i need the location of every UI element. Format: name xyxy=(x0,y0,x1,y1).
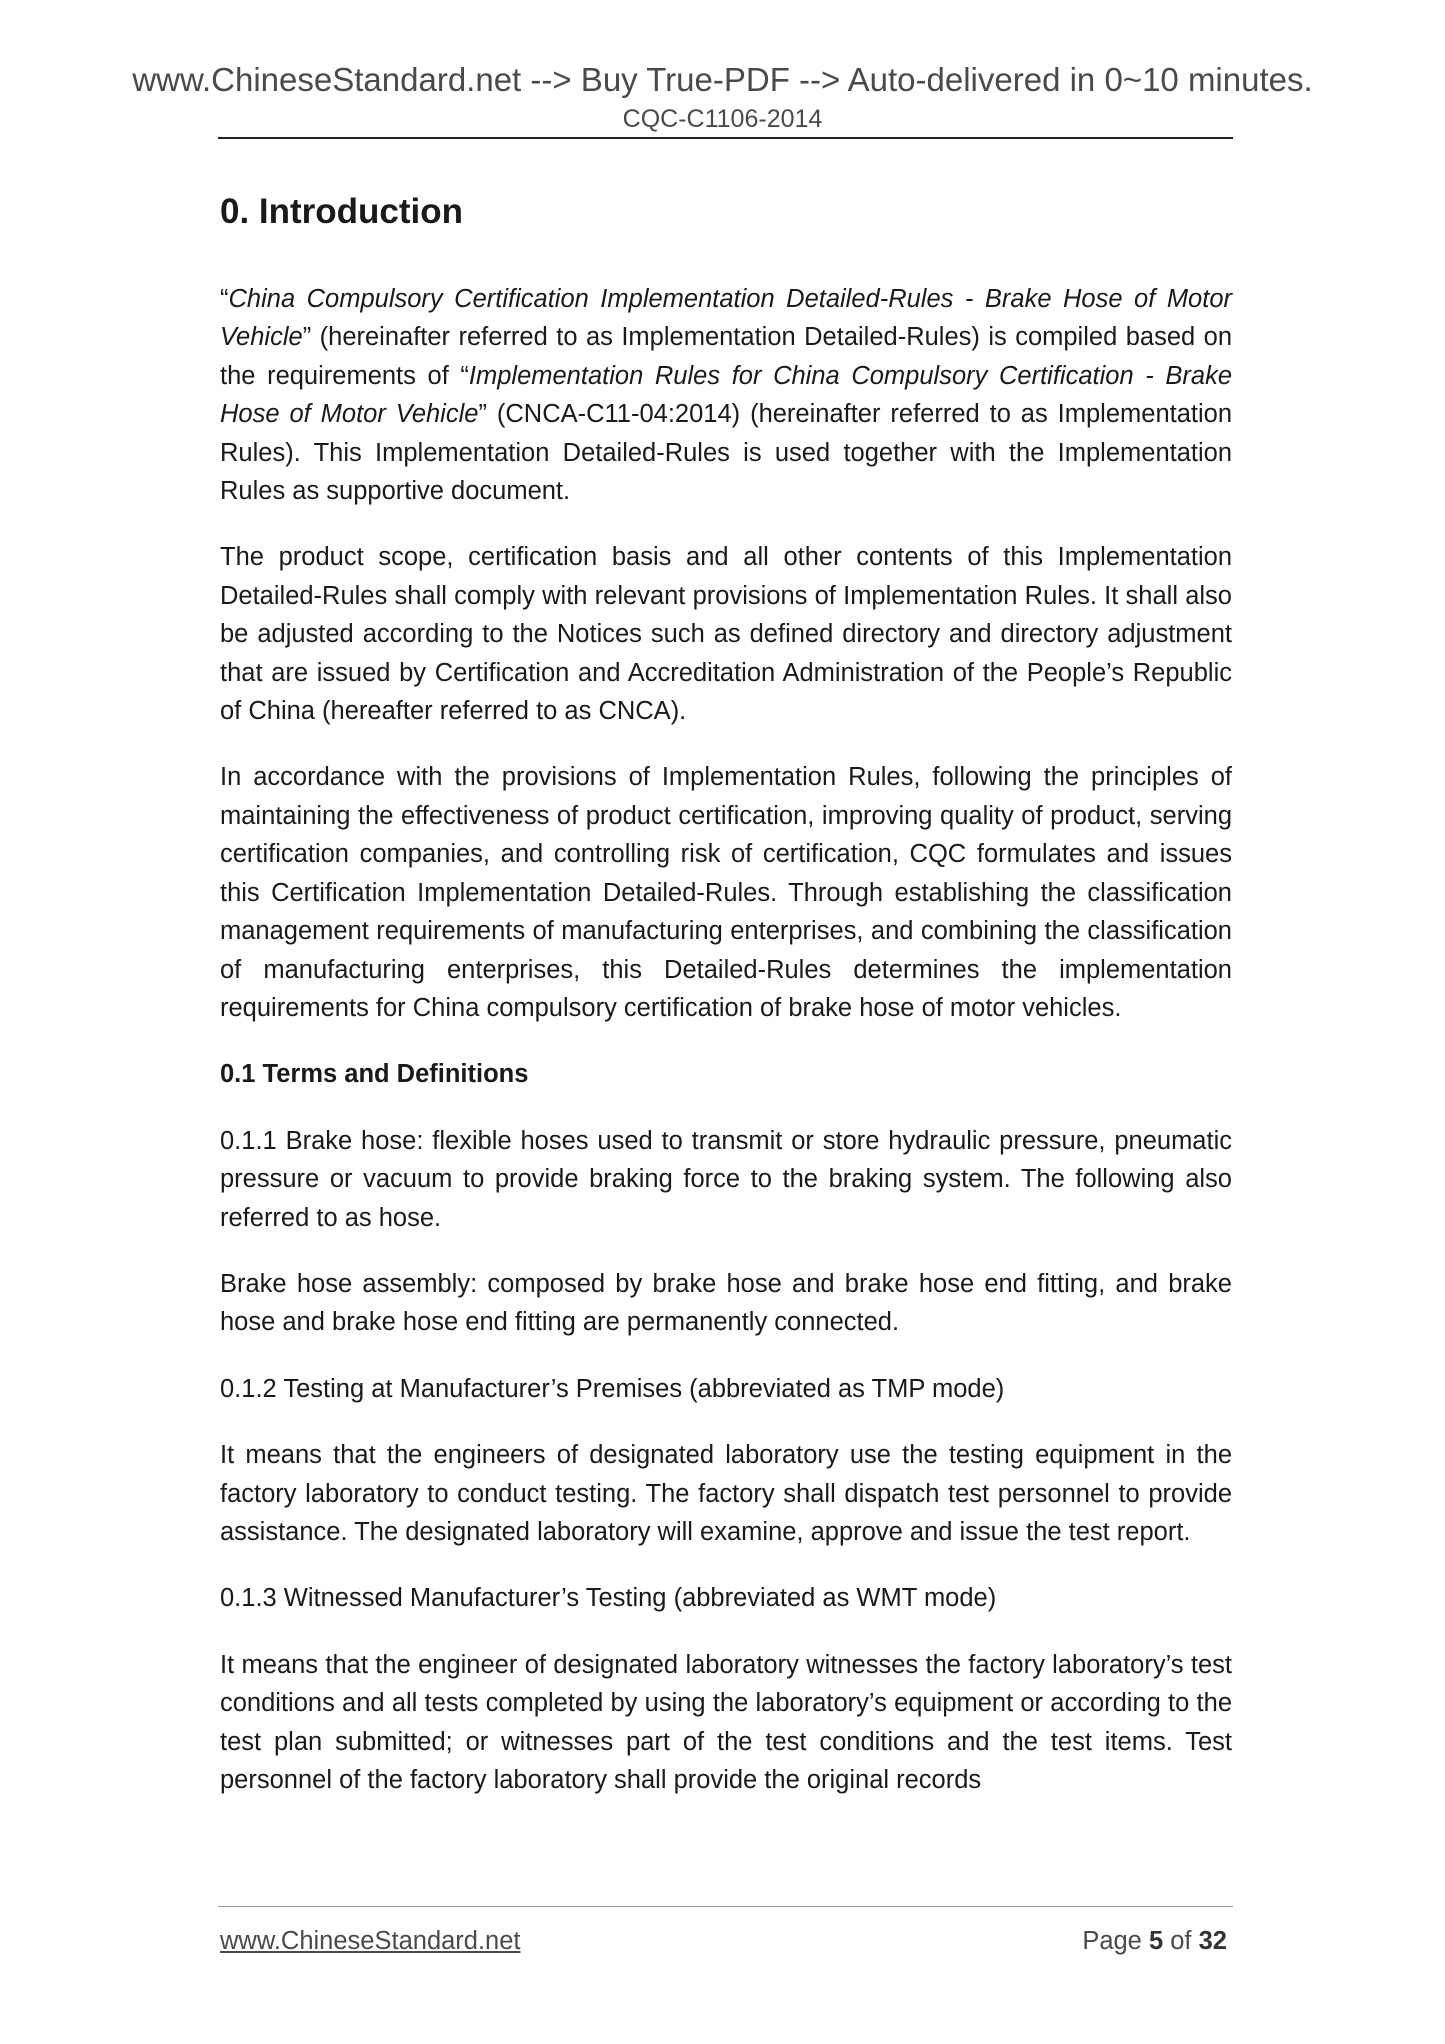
definition-wmt-heading: 0.1.3 Witnessed Manufacturer’s Testing (abbreviated as WMT mode) xyxy=(220,1584,997,1613)
definition-brake-hose-assembly: Brake hose assembly: composed by brake hose and brake hose end fitting, and brake hose and brake hose end fitting are permanently connected. xyxy=(220,1269,1232,1337)
footer-divider xyxy=(218,1906,1233,1907)
open-quote-1: “ xyxy=(220,285,229,313)
page-of: of xyxy=(1170,1927,1192,1955)
intro-paragraph-2: The product scope, certification basis and all other contents of this Implementation Detailed-Rules shall comply with relevant provisions of Implementation Rules. It shall also be adjusted according to the Notices such as defined directory and directory adjustment that are issued by Certification and Accreditation Administration of the People’s Republic of China (hereafter referred to as CNCA). xyxy=(220,543,1232,726)
implementation-rules-title: Implementation Rules for China Compulsory Certification - Brake Hose of Motor Vehicle xyxy=(220,361,1232,429)
intro-paragraph-3: In accordance with the provisions of Implementation Rules, following the principles of maintaining the effectiveness of product certification, improving quality of product, serving certification companies, and controlling risk of certification, CQC formulates and issues this Certification Implementation Detailed-Rules. Through establishing the classification management requirements of manufacturing enterprises, and combining the classification of manufacturing enterprises, this Detailed-Rules determines the implementation requirements for China compulsory certification of brake hose of motor vehicles. xyxy=(220,763,1232,1022)
detailed-rules-title: China Compulsory Certification Implementation Detailed-Rules - Brake Hose of Motor Vehicle xyxy=(220,285,1232,352)
intro-paragraph-1-tail: ” (CNCA-C11-04:2014) (hereinafter referred to as Implementation Rules). This Implementation Detailed-Rules is used together with the Implementation Rules as supportive document. xyxy=(220,400,1233,506)
definition-tmp-heading: 0.1.2 Testing at Manufacturer’s Premises (abbreviated as TMP mode) xyxy=(220,1374,1005,1403)
definition-brake-hose: 0.1.1 Brake hose: flexible hoses used to transmit or store hydraulic pressure, pneumatic pressure or vacuum to provide braking force to the braking system. The following also referred to as hose. xyxy=(220,1126,1232,1232)
document-code: CQC-C1106-2014 xyxy=(622,105,823,133)
page-content xyxy=(220,190,1232,1827)
subsection-title: 0.1 Terms and Definitions xyxy=(220,1060,529,1089)
definition-tmp-text: It means that the engineers of designated laboratory use the testing equipment in the factory laboratory to conduct testing. The factory shall dispatch test personnel to provide assistance. The designated laboratory will examine, approve and issue the test report. xyxy=(220,1441,1232,1546)
header-divider xyxy=(218,137,1233,139)
intro-paragraph-1-mid: ” (hereinafter referred to as Implementation Detailed-Rules) is compiled based on the requirements of “ xyxy=(220,323,1232,390)
header-banner[interactable]: www.ChineseStandard.net --> Buy True-PDF --> Auto-delivered in 0~10 minutes. xyxy=(132,61,1313,98)
section-title: 0. Introduction xyxy=(220,192,464,231)
definition-wmt-text: It means that the engineer of designated laboratory witnesses the factory laboratory’s test conditions and all tests completed by using the laboratory’s equipment or according to the test plan submitted; or witnesses part of the test conditions and the test items. Test personnel of the factory laboratory shall provide the original records xyxy=(220,1650,1232,1794)
page-total: 32 xyxy=(1198,1927,1227,1955)
intro-paragraph-1 xyxy=(220,280,1232,510)
page-number xyxy=(1082,1925,1227,1957)
page-label: Page xyxy=(1082,1927,1142,1955)
footer-website-link[interactable]: www.ChineseStandard.net xyxy=(220,1927,521,1955)
page-current: 5 xyxy=(1148,1927,1164,1955)
